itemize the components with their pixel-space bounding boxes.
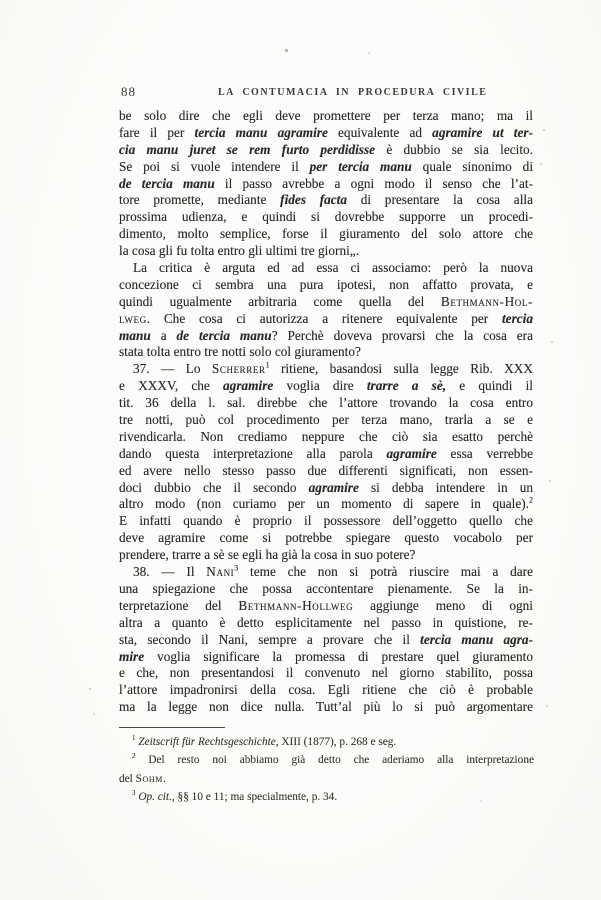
- text-line: [119, 108, 533, 125]
- text-line: [119, 446, 533, 463]
- text-segment: il passo avrebbe a ogni modo il senso che l’at-: [214, 175, 533, 191]
- text-segment: 38. — Il: [133, 564, 207, 580]
- text-line: [119, 328, 533, 345]
- text-segment: a: [150, 327, 177, 343]
- text-segment: tre notti, può col procedimento per terza mano, trarla a se e: [119, 412, 533, 428]
- text-segment: dimento, molto semplice, forse il giuramento del solo attore che: [119, 226, 533, 242]
- text-segment: si debba intendere in un: [358, 479, 533, 495]
- text-line: [119, 361, 533, 378]
- scan-speck: [89, 688, 91, 690]
- footnote-line: [119, 770, 534, 788]
- text-line: [119, 581, 533, 598]
- text-segment: La critica è arguta ed ad essa ci associamo: però la nuova: [133, 260, 533, 276]
- text-segment: ritiene, basandosi sulla legge Rib. XXX: [269, 361, 533, 377]
- text-segment: §§ 10 e 11; ma specialmente, p. 34.: [174, 791, 338, 804]
- text-segment: deve agramire come si potrebbe spiegare questo vocabolo per: [119, 530, 533, 546]
- text-line: [119, 429, 533, 446]
- text-line: [119, 496, 533, 513]
- text-segment: ed avere nello stesso passo due differenti significati, non essen-: [119, 462, 533, 478]
- paragraph: [119, 260, 533, 361]
- footnote-reference: 2: [132, 752, 136, 761]
- text-line: [119, 682, 533, 699]
- scan-speck: [540, 163, 542, 165]
- running-title: LA CONTUMACIA IN PROCEDURA CIVILE: [218, 87, 488, 98]
- text-segment: cia manu juret se rem furto perdidisse: [119, 141, 376, 157]
- text-segment: voglia dire: [273, 378, 367, 394]
- text-segment: essa verrebbe: [436, 445, 533, 461]
- text-segment: e che, non presentandosi il convenuto nel giorno stabilito, possa: [119, 665, 533, 681]
- scan-speck: [368, 52, 370, 54]
- text-segment: rivendicarla. Non crediamo neppure che ciò sia esatto perchè: [119, 428, 533, 444]
- text-segment: e quindi il: [446, 378, 533, 394]
- text-segment: tit. 36 della l. sal. direbbe che l’attore trovando la cosa entro: [119, 395, 533, 411]
- text-line: [119, 260, 533, 277]
- text-segment: fare il per: [119, 124, 195, 140]
- text-segment: la cosa gli fu tolta entro gli ultimi tre giorni„.: [119, 243, 360, 259]
- text-segment: de tercia manu: [176, 327, 272, 343]
- text-segment: E infatti quando è proprio il possessore dell’oggetto quello che: [119, 513, 533, 529]
- paragraph: [119, 564, 533, 716]
- text-segment: equivalente ad: [327, 124, 433, 140]
- scan-speck: [546, 705, 548, 707]
- text-segment: manu: [119, 327, 151, 343]
- text-line: [119, 463, 533, 480]
- text-line: [119, 142, 533, 159]
- text-line: [119, 125, 533, 142]
- text-segment: Nani: [206, 564, 235, 580]
- text-segment: lweg: [119, 310, 147, 326]
- text-segment: sta, secondo il Nani, sempre a provare che il: [119, 631, 421, 647]
- text-segment: .: [163, 772, 166, 785]
- text-segment: teme che non si potrà riuscire mai a dare: [238, 564, 533, 580]
- text-segment: stata tolta entro tre notti solo col giuramento?: [119, 344, 361, 360]
- text-segment: agramire: [386, 445, 437, 461]
- text-line: [119, 513, 533, 530]
- text-segment: del: [119, 772, 136, 785]
- text-segment: Op. cit.,: [138, 791, 175, 804]
- text-segment: mire: [119, 648, 145, 664]
- text-line: [119, 598, 533, 615]
- text-segment: Del resto noi abbiamo già detto che aderiamo alla interpretazione: [135, 754, 534, 767]
- text-line: [119, 176, 533, 193]
- text-segment: di presentare la cosa alla: [347, 192, 533, 208]
- text-segment: Bethmann-Hollweg: [238, 597, 354, 613]
- text-line: [119, 192, 533, 209]
- text-line: [119, 344, 533, 361]
- footnote-reference: 1: [132, 734, 136, 743]
- scan-speck: [93, 713, 95, 715]
- text-segment: terpretazione del: [119, 597, 239, 613]
- text-line: [119, 564, 533, 581]
- text-line: [119, 632, 533, 649]
- text-segment: agramire ut ter-: [432, 124, 533, 140]
- scan-speck: [285, 49, 288, 52]
- text-segment: per tercia manu: [309, 158, 412, 174]
- text-segment: altra a quanto è detto esplicitamente nel passo in quistione, re-: [119, 614, 533, 630]
- text-line: [119, 649, 533, 666]
- text-segment: Sohm: [135, 772, 163, 785]
- text-segment: doci dubbio che il secondo: [119, 479, 309, 495]
- scan-speck: [480, 800, 482, 802]
- footnote-reference: 1: [265, 361, 270, 370]
- text-segment: altro modo (non curiamo per un momento di sapere in quale).: [119, 496, 529, 512]
- text-segment: , XIII (1877), p. 268 e seg.: [275, 736, 397, 748]
- text-line: [119, 480, 533, 497]
- text-segment: de tercia manu: [119, 175, 215, 191]
- text-segment: voglia significare la promessa di prestare quel giuramento: [144, 648, 533, 664]
- text-segment: è dubbio se sia lecito.: [375, 141, 533, 157]
- text-segment: concezione ci sembra una pura ipotesi, non affatto provata, e: [119, 276, 533, 292]
- page-header: [119, 84, 532, 100]
- text-segment: l’attore impadronirsi della cosa. Egli ritiene che ciò è probable: [119, 682, 533, 698]
- footnote-rule: [119, 727, 225, 728]
- text-line: [119, 209, 533, 226]
- scan-speck: [549, 480, 551, 482]
- text-segment: agramire: [308, 479, 359, 495]
- scan-speck: [543, 129, 545, 131]
- text-line: [119, 699, 533, 716]
- text-segment: Bethmann-Hol-: [440, 293, 533, 309]
- text-line: [119, 159, 533, 176]
- text-segment: Scherrer: [211, 361, 266, 377]
- text-segment: 37. — Lo: [133, 361, 212, 377]
- text-line: [119, 226, 533, 243]
- text-segment: prossima udienza, e quindi si dovrebbe supporre un procedi-: [119, 209, 533, 225]
- text-segment: aggiunge meno di ogni: [353, 597, 533, 613]
- text-segment: Se poi si vuole intendere il: [119, 158, 310, 174]
- text-segment: agramire: [223, 378, 274, 394]
- paragraph: [119, 108, 533, 260]
- text-segment: Zeitscrift für Rechtsgeschichte: [138, 736, 276, 748]
- footnote-reference: 3: [234, 564, 239, 573]
- text-segment: . Che cosa ci autorizza a ritenere equivalente per: [146, 310, 502, 326]
- text-line: [119, 412, 533, 429]
- text-segment: trarre a sè,: [366, 378, 447, 394]
- text-segment: fides facta: [280, 192, 348, 208]
- text-segment: ma la legge non dice nulla. Tutt’al più lo si può argomentare: [119, 699, 533, 715]
- text-line: [119, 615, 533, 632]
- text-segment: be solo dire che egli deve promettere per terza mano; ma il: [119, 108, 533, 123]
- text-block: [119, 108, 533, 716]
- footnote-line: [119, 788, 534, 806]
- text-segment: e XXXV, che: [119, 378, 224, 394]
- text-line: [119, 665, 533, 682]
- footnote-reference: 3: [132, 789, 136, 798]
- text-line: [119, 530, 533, 547]
- text-segment: quindi ugualmente arbitraria come quella del: [119, 293, 441, 309]
- text-line: [119, 294, 533, 311]
- text-segment: tercia manu agra-: [420, 631, 533, 647]
- text-line: [119, 378, 533, 395]
- scan-speck: [551, 341, 553, 343]
- footnote-line: [119, 733, 534, 751]
- paragraph: [119, 361, 533, 564]
- text-line: [119, 547, 533, 564]
- footnotes: [119, 733, 534, 807]
- page-number: 88: [121, 84, 136, 99]
- text-segment: dando questa interpretazione alla parola: [119, 445, 387, 461]
- text-segment: tore promette, mediante: [119, 192, 281, 208]
- text-segment: quale sinonimo di: [411, 158, 533, 174]
- text-line: [119, 243, 533, 260]
- text-segment: prendere, trarre a sè se egli ha già la cosa in suo potere?: [119, 547, 416, 563]
- text-segment: ? Perchè doveva provarsi che la cosa era: [271, 327, 533, 343]
- text-line: [119, 395, 533, 412]
- text-line: [119, 277, 533, 294]
- footnote-line: [119, 751, 534, 769]
- text-segment: una spiegazione che possa accontentare pienamente. Se la in-: [119, 580, 533, 596]
- text-segment: tercia: [501, 310, 533, 326]
- text-line: [119, 311, 533, 328]
- footnote-reference: 2: [529, 496, 533, 506]
- text-segment: tercia manu agramire: [194, 124, 328, 140]
